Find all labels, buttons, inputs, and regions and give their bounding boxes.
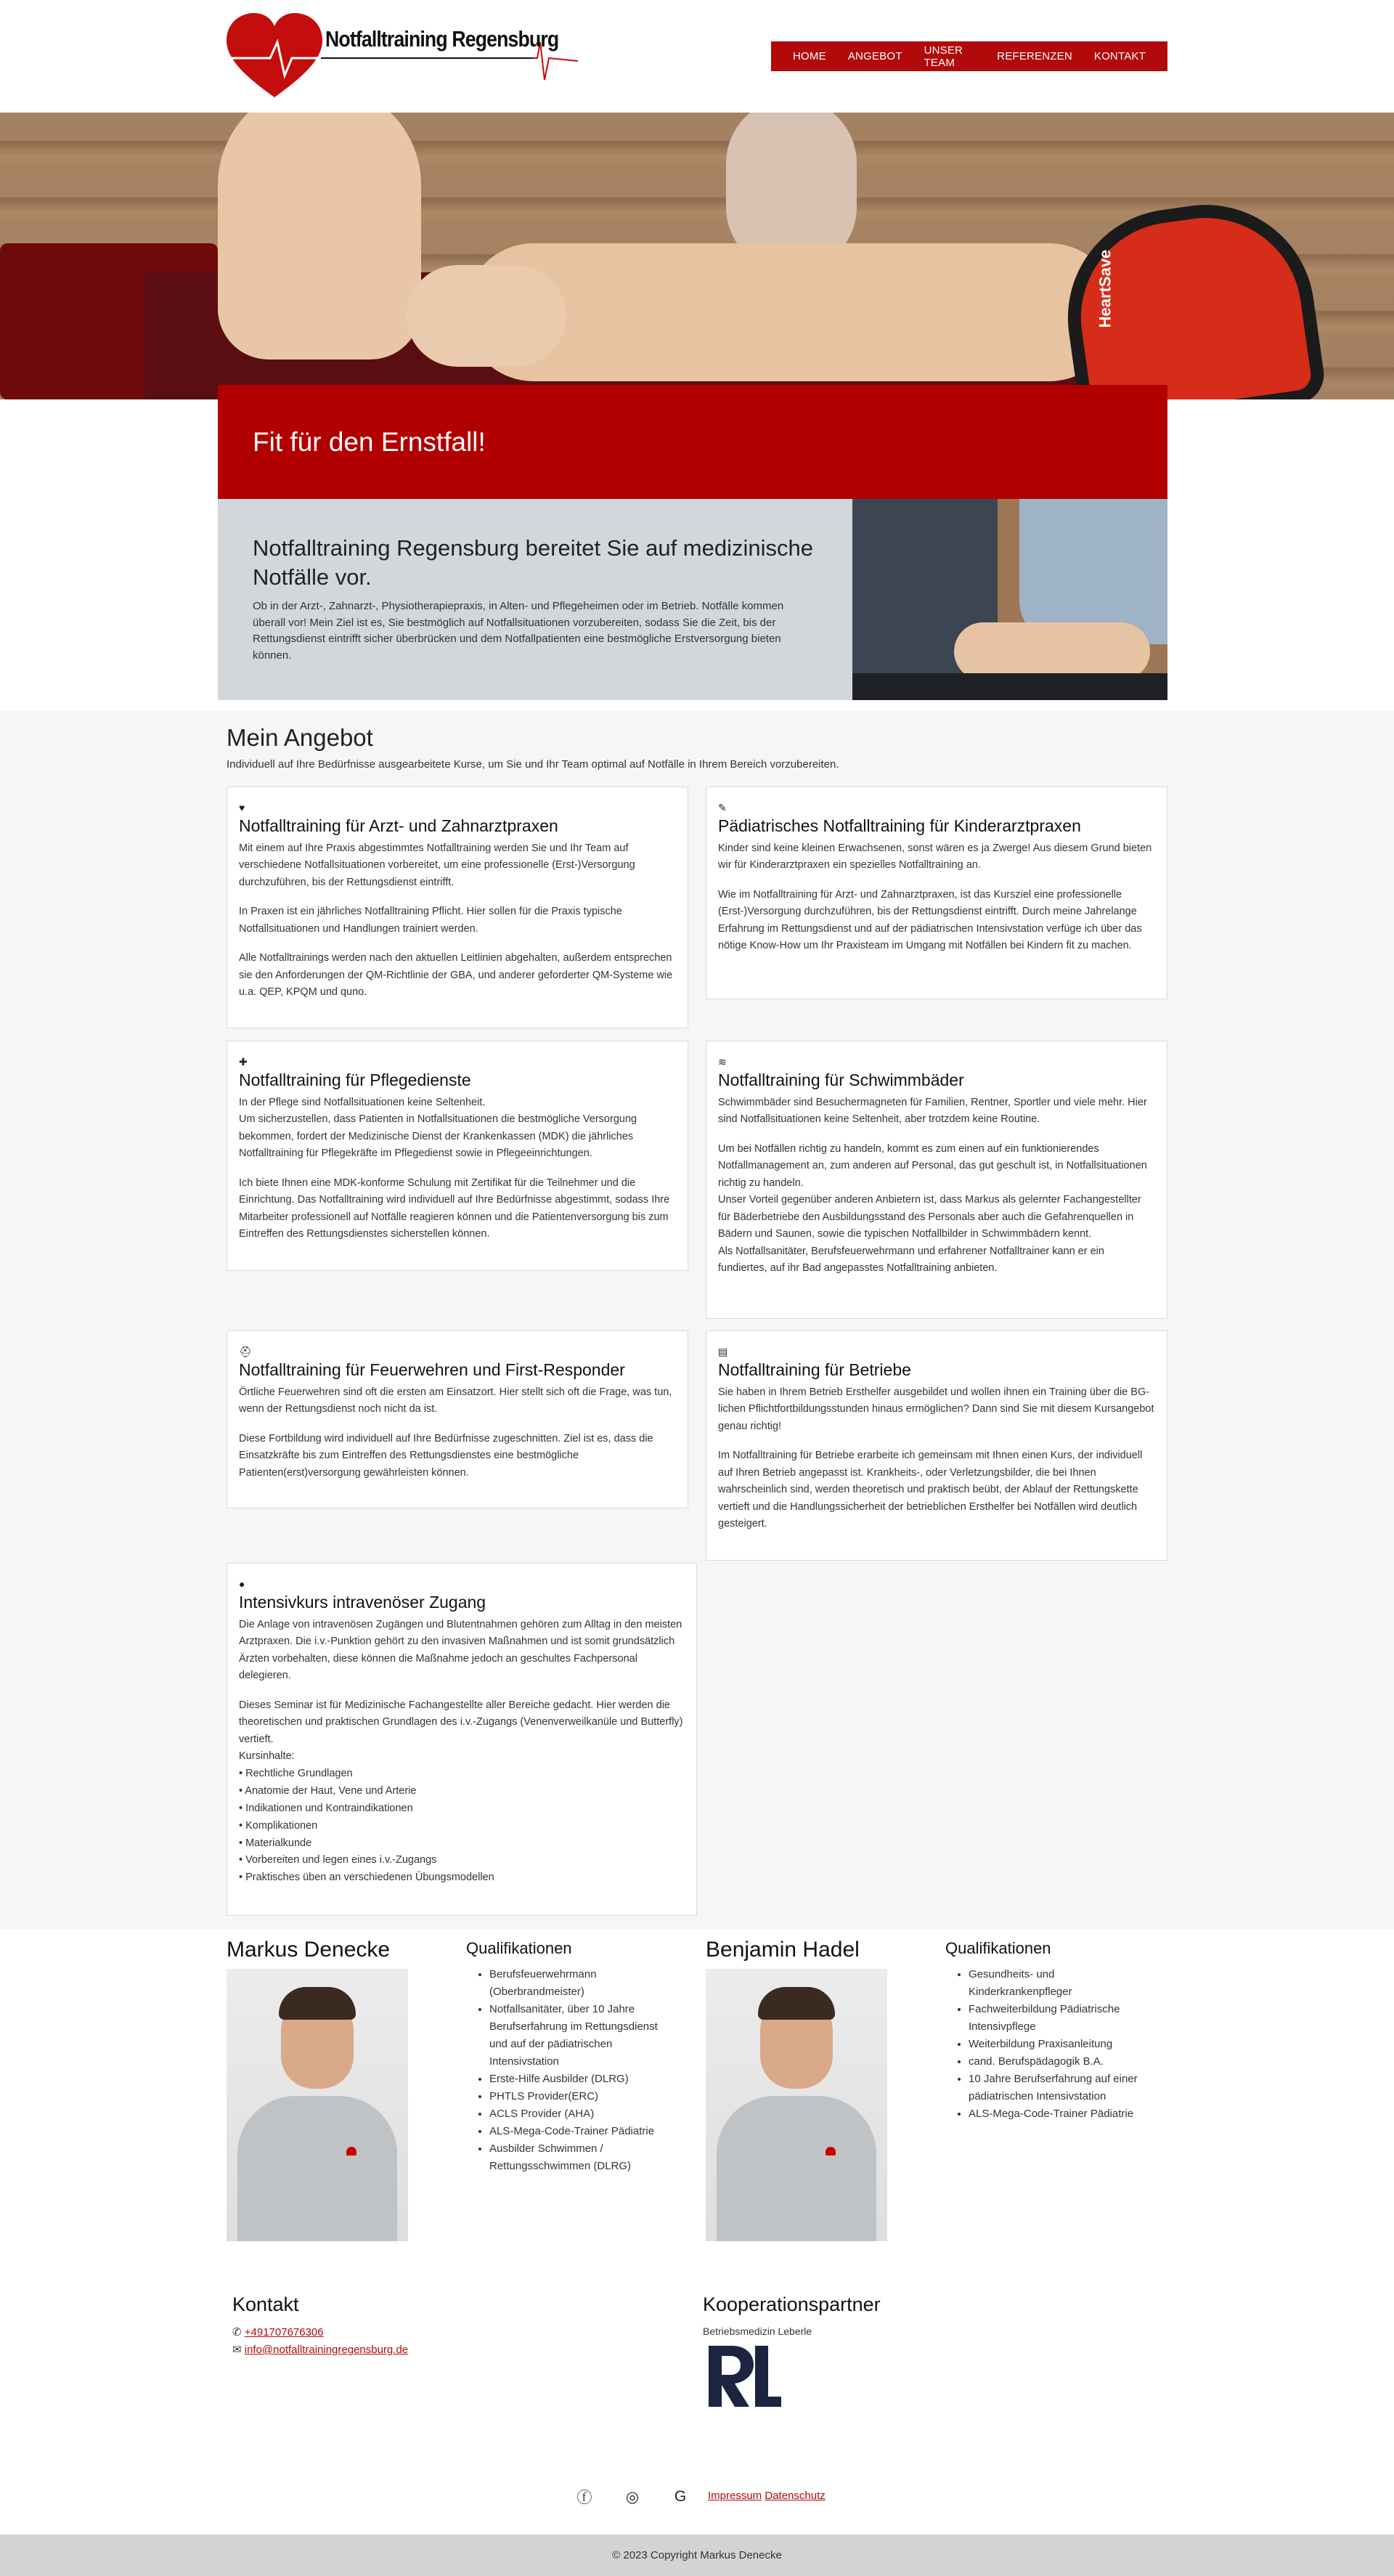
card-text: Wie im Notfalltraining für Arzt- und Zahnarztpraxen, ist das Kursziel eine professionelle (Erst-)Versorgung durchzuführen, bis der Rettungsdienst eintrifft. Durch meine Jahrelange Erfahrung im Rettungsdienst und auf der pädiatrischen Intensivstation verfüge ich über das nötige Know-How um Ihr Praxisteam im Umgang mit Notfällen bei Kindern fit zu machen. (718, 888, 1142, 952)
qualifications-list (945, 1966, 1156, 2123)
nav-referenzen[interactable]: REFERENZEN (997, 50, 1072, 62)
main-nav (771, 41, 1167, 71)
facebook-icon[interactable]: ⓕ (576, 2490, 592, 2506)
offer-card-feuerwehren (227, 1330, 688, 1508)
hero-mannequin-lying (465, 243, 1118, 381)
card-text: Schwimmbäder sind Besuchermagneten für Familien, Rentner, Sportler und viele mehr. Hier sind Notfallsituationen keine Seltenheit, aber trotzdem keine Routine. (718, 1097, 1147, 1126)
contact-email (232, 2343, 408, 2356)
list-item: • Anatomie der Haut, Vene und Arterie (239, 1784, 417, 1797)
list-item: • Berufsfeuerwehrmann (Oberbrandmeister) (489, 1966, 677, 2001)
copyright-text: © 2023 Copyright Markus Denecke (612, 2549, 782, 2561)
team-member-photo (227, 1969, 408, 2241)
slogan-heading: Fit für den Ernstfall! (253, 427, 486, 457)
card-text: Dieses Seminar ist für Medizinische Fachangestellte aller Bereiche gedacht. Hier werden die theoretischen und praktischen Grundlagen des i.v.-Zugangs (Venenverweilkanüle und Butterfly) vertieft. Kursinhalte: (239, 1699, 683, 1763)
card-title: Pädiatrisches Notfalltraining für Kinderarztpraxen (718, 816, 1081, 835)
list-item: • ACLS Provider (AHA) (489, 2105, 677, 2123)
photo-hair (279, 1987, 356, 2020)
list-item: • Gesundheits- und Kinderkrankenpfleger (969, 1966, 1156, 2001)
nav-home[interactable]: HOME (793, 50, 826, 62)
hero-mannequin-head (407, 265, 566, 367)
card-text: Örtliche Feuerwehren sind oft die ersten am Einsatzort. Hier stellt sich oft die Frage, was tun, wenn der Rettungsdienst noch nicht da ist. (239, 1386, 672, 1415)
contact-phone (232, 2325, 324, 2339)
photo-shirt (237, 2096, 397, 2241)
building-icon: ▤ (718, 1346, 728, 1357)
hospital-icon: ✚ (239, 1056, 248, 1068)
legal-links (708, 2490, 826, 2502)
datenschutz-link[interactable]: Datenschutz (765, 2490, 826, 2502)
card-title: Notfalltraining für Schwimmbäder (718, 1070, 964, 1089)
card-text: Kinder sind keine kleinen Erwachsenen, sonst wären es ja Zwerge! Aus diesem Grund bieten wir für Kinderarztpraxen ein spezielles Notfalltraining an. (718, 842, 1152, 871)
site-footer (0, 2535, 1394, 2576)
phone-link[interactable]: +491707676306 (244, 2326, 324, 2339)
qualifications-title: Qualifikationen (945, 1939, 1051, 1957)
partner-title: Kooperationspartner (703, 2293, 881, 2315)
list-item: • Ausbilder Schwimmen / Rettungsschwimmen (DLRG) (489, 2140, 677, 2175)
envelope-icon: ✉ (232, 2344, 242, 2356)
list-item: • Indikationen und Kontraindikationen (239, 1802, 413, 1814)
list-item: • Materialkunde (239, 1837, 312, 1849)
course-content-list (239, 1766, 685, 1887)
offer-card-schwimmbaeder (706, 1041, 1167, 1319)
hero-mannequin-torso (218, 113, 421, 359)
card-title: Notfalltraining für Arzt- und Zahnarztpraxen (239, 816, 558, 835)
offer-card-arztpraxen (227, 787, 688, 1028)
list-item: • Erste-Hilfe Ausbilder (DLRG) (489, 2071, 677, 2088)
helmet-icon: ⛑ (239, 1346, 252, 1357)
phone-icon: ✆ (232, 2326, 242, 2339)
offer-section (0, 710, 1394, 1929)
social-links (576, 2486, 688, 2508)
photo-shirt (717, 2096, 876, 2241)
intro-heading: Notfalltraining Regensburg bereitet Sie auf medizinische Notfälle vor. (253, 535, 813, 590)
offer-card-betriebe (706, 1330, 1167, 1561)
contact-title: Kontakt (232, 2293, 299, 2315)
site-header (0, 0, 1394, 113)
partner-name: Betriebsmedizin Leberle (703, 2325, 812, 2337)
list-item: • Fachweiterbildung Pädiatrische Intensivpflege (969, 2001, 1156, 2036)
offer-title: Mein Angebot (227, 724, 373, 751)
card-text: In Praxen ist ein jährliches Notfalltraining Pflicht. Hier sollen für die Praxis typische Notfallsituationen und Handlungen trainiert werden. (239, 906, 622, 935)
list-item: • ALS-Mega-Code-Trainer Pädiatrie (969, 2105, 1156, 2123)
offer-card-kinderarztpraxen (706, 787, 1167, 999)
impressum-link[interactable]: Impressum (708, 2490, 762, 2502)
list-item: • ALS-Mega-Code-Trainer Pädiatrie (489, 2123, 677, 2140)
team-member-name: Benjamin Hadel (706, 1938, 860, 1962)
card-text: Ich biete Ihnen eine MDK-konforme Schulung mit Zertifikat für die Teilnehmer und die Einrichtung. Das Notfalltraining wird individuell auf Ihre Bedürfnisse abgestimmt, sodass Ihre Mitarbeiter professionell auf Notfälle reagieren können und die Patientenversorgung bis zum Eintreffen des Rettungsdienstes sicherstellen können. (239, 1177, 670, 1240)
card-title: Notfalltraining für Feuerwehren und First-Responder (239, 1360, 625, 1379)
slogan-banner (218, 385, 1167, 499)
nav-angebot[interactable]: ANGEBOT (847, 50, 902, 62)
team-member-name: Markus Denecke (227, 1938, 391, 1962)
nav-kontakt[interactable]: KONTAKT (1093, 50, 1146, 62)
drop-icon: ● (239, 1578, 245, 1590)
offer-card-iv-zugang (227, 1563, 697, 1916)
shirt-logo-icon (826, 2147, 836, 2156)
photo-hair (758, 1987, 835, 2020)
list-item: • cand. Berufspädagogik B.A. (969, 2053, 1156, 2071)
site-logo[interactable] (227, 13, 578, 99)
intro-photo (852, 499, 1167, 700)
card-text: Sie haben in Ihrem Betrieb Ersthelfer ausgebildet und wollen ihnen ein Training über die BG-lichen Pflichtfortbildungsstunden hinaus ermöglichen? Dann sind Sie mit diesem Kursangebot genau richtig! (718, 1386, 1154, 1432)
list-item: • Rechtliche Grundlagen (239, 1767, 353, 1779)
team-member-photo (706, 1969, 887, 2241)
card-text: Alle Notfalltrainings werden nach den aktuellen Leitlinien abgehalten, außerdem entsprechen sie den Anforderungen der QM-Richtlinie der GBA, und anderer geforderter QM-Systeme wie u.a. QEP, KPQM und quno. (239, 952, 673, 999)
hero-image (0, 113, 1394, 399)
photo-floor (852, 673, 1167, 700)
offer-subtitle: Individuell auf Ihre Bedürfnisse ausgearbeitete Kurse, um Sie und Ihr Team optimal auf Notfälle in Ihrem Bereich vorzubereiten. (227, 758, 839, 771)
list-item: • Notfallsanitäter, über 10 Jahre Berufserfahrung im Rettungsdienst und auf der pädiatrischen Intensivstation (489, 2001, 677, 2071)
heart-pulse-icon: ♥ (239, 802, 245, 813)
card-text: In der Pflege sind Notfallsituationen keine Seltenheit. Um sicherzustellen, dass Patienten in Notfallsituationen die bestmögliche Versorgung bekommen, fordert der Medizinische Dienst der Krankenkassen (MDK) die jährliches Notfalltraining für Pflegekräfte im Pflegedienst sowie in Pflegeeinrichtungen. (239, 1097, 637, 1160)
list-item: • 10 Jahre Berufserfahrung auf einer pädiatrischen Intensivstation (969, 2071, 1156, 2105)
intro-box (218, 499, 852, 700)
shirt-logo-icon (346, 2147, 356, 2156)
card-text: Diese Fortbildung wird individuell auf Ihre Bedürfnisse zugeschnitten. Ziel ist es, dass die Einsatzkräfte bis zum Eintreffen des Rettungsdienstes eine bestmögliche Patienten(erst)versorgung gewährleisten können. (239, 1432, 653, 1479)
intro-text: Ob in der Arzt-, Zahnarzt-, Physiotherapiepraxis, in Alten- und Pflegeheimen oder im Betrieb. Notfälle kommen überall vor! Mein Ziel ist es, Sie bestmöglich auf Notfallsituationen vorzubereiten, sodass Sie die Zeit, bis der Rettungsdienst eintrifft sicher überbrücken und dem Notfallpatienten eine bestmögliche Erstversorgung bieten können. (253, 600, 784, 662)
card-title: Notfalltraining für Betriebe (718, 1360, 911, 1379)
offer-card-pflegedienste (227, 1041, 688, 1271)
card-text: Im Notfalltraining für Betriebe erarbeite ich gemeinsam mit Ihnen einen Kurs, der individuell auf Ihren Betrieb angepasst ist. Krankheits-, oder Verletzungsbilder, die bei Ihnen wahrscheinlich sind, werden theoretisch und praktisch beübt, der Ablauf der Rettungskette vertieft und die Handlungssicherheit der betrieblichen Ersthelfer bei Notfällen wird deutlich gesteigert. (718, 1450, 1143, 1530)
email-link[interactable]: info@notfalltrainingregensburg.de (244, 2344, 409, 2356)
card-title: Intensivkurs intravenöser Zugang (239, 1593, 486, 1612)
list-item: • Vorbereiten und legen eines i.v.-Zugangs (239, 1854, 437, 1866)
qualifications-list (466, 1966, 677, 2175)
list-item: • Weiterbildung Praxisanleitung (969, 2036, 1156, 2053)
google-icon[interactable]: G (674, 2488, 687, 2505)
logo-text: Notfalltraining Regensburg (325, 26, 559, 52)
nav-team[interactable]: UNSER TEAM (924, 44, 963, 69)
card-text: Um bei Notfällen richtig zu handeln, kommt es zum einen auf ein funktionierendes Notfallmanagement an, zum anderen auf Personal, das gut geschult ist, in Notfallsituationen richtig zu handeln. Unser Vorteil gegenüber anderen Anbietern ist, dass Markus als gelernter Fachangestellter für Bäderbetriebe den Ausbildungsstand des Personals aber auch die Gefahrenquellen in Bädern und Saunen, sowie die typischen Notfallbilder in Schwimmbädern kennt. Als Notfallsanitäter, Berufsfeuerwehrmann und erfahrener Notfalltrainer kann er ein fundiertes, auf ihr Bad angepasstes Notfalltraining anbieten. (718, 1142, 1147, 1275)
instagram-icon[interactable]: ◎ (625, 2488, 640, 2506)
list-item: • Praktisches üben an verschiedenen Übungsmodellen (239, 1872, 494, 1884)
card-text: Die Anlage von intravenösen Zugängen und Blutentnahmen gehören zum Alltag in den meisten Arztpraxen. Die i.v.-Punktion gehört zu den invasiven Maßnahmen und ist somit grundsätzlich Ärzten vorbehalten, diese können die Maßnahme jedoch an geschultes Fachpersonal delegieren. (239, 1619, 682, 1682)
partner-logo[interactable] (703, 2340, 783, 2413)
card-title: Notfalltraining für Pflegedienste (239, 1070, 471, 1089)
list-item: • PHTLS Provider(ERC) (489, 2088, 677, 2105)
aed-brand-label: HeartSave (1096, 249, 1114, 328)
list-item: • Komplikationen (239, 1819, 318, 1832)
photo-mannequin (954, 622, 1150, 680)
bandage-icon: ✎ (718, 802, 727, 813)
water-icon: ≋ (718, 1056, 727, 1068)
card-text: Mit einem auf Ihre Praxis abgestimmtes Notfalltraining werden Sie und Ihr Team auf verschiedene Notfallsituationen vorbereitet, um eine professionelle (Erst-)Versorgung durchzuführen, bis der Rettungsdienst eintrifft. (239, 842, 635, 888)
qualifications-title: Qualifikationen (466, 1939, 572, 1957)
